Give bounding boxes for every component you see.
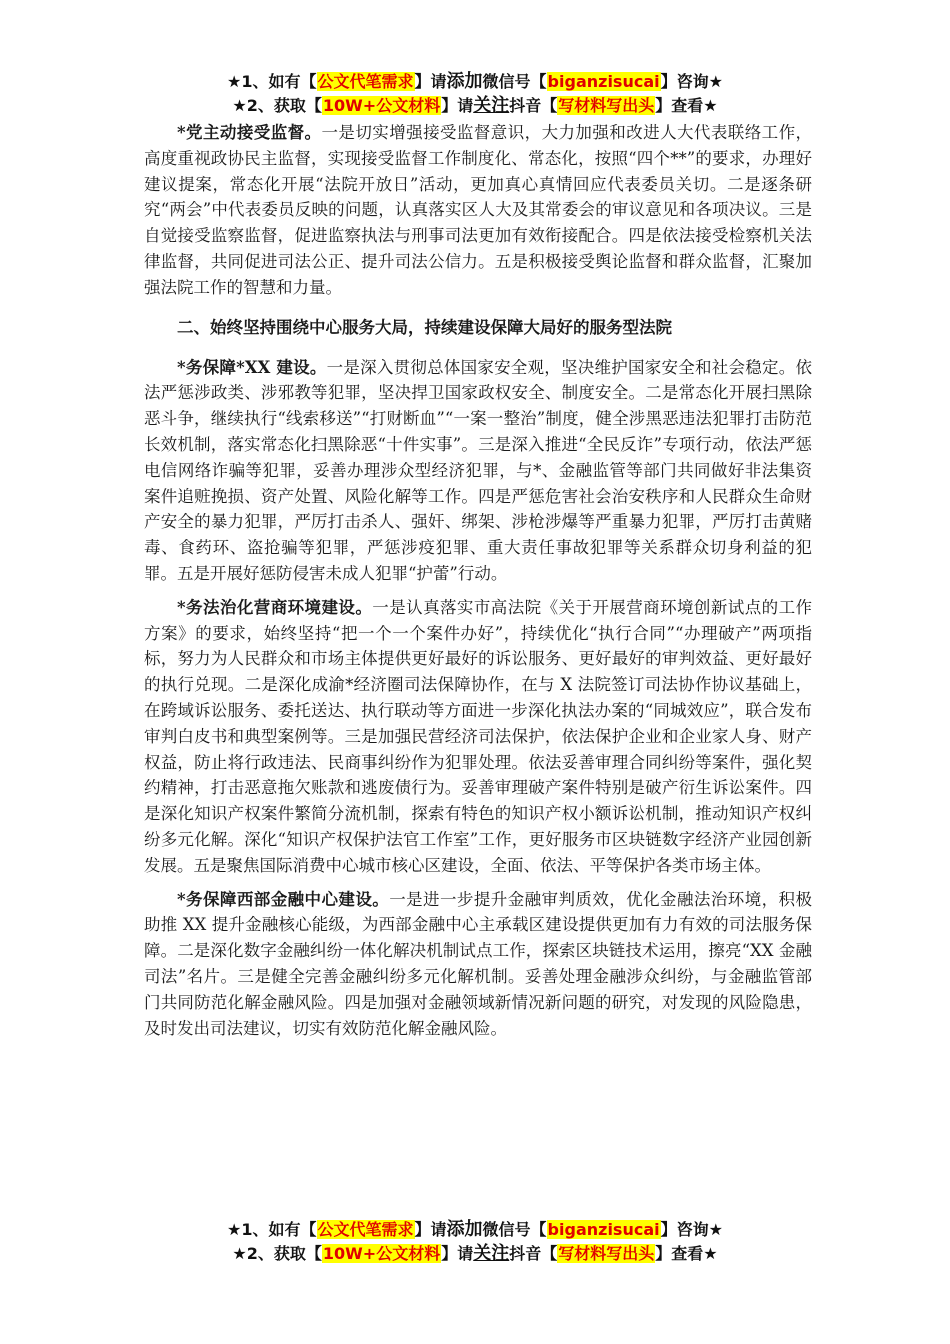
banner-text: ★1、如有【 bbox=[227, 72, 317, 91]
banner-text: 】请 bbox=[414, 1220, 447, 1239]
banner-text: 】咨询★ bbox=[660, 1220, 723, 1239]
banner-emphasis: 添加 bbox=[446, 1219, 483, 1240]
banner-wechat-id: biganzisucai bbox=[547, 1220, 660, 1239]
banner-text: ★2、获取【 bbox=[232, 96, 322, 115]
banner-text: ★1、如有【 bbox=[227, 1220, 317, 1239]
banner-text: 抖音【 bbox=[509, 96, 558, 115]
banner-text: 抖音【 bbox=[509, 1244, 558, 1263]
banner-highlight: 公文代笔需求 bbox=[317, 72, 414, 91]
paragraph-lead: *务法治化营商环境建设。 bbox=[177, 597, 373, 617]
banner-text: 微信号【 bbox=[482, 1220, 547, 1239]
banner-text: 】查看★ bbox=[655, 96, 718, 115]
banner-text: 】请 bbox=[441, 1244, 474, 1263]
top-banner bbox=[0, 70, 950, 118]
banner-line-1 bbox=[0, 70, 950, 94]
banner-highlight: 公文代笔需求 bbox=[317, 1220, 414, 1239]
paragraph-lead: *务保障*XX 建设。 bbox=[177, 357, 327, 377]
paragraph bbox=[144, 355, 812, 587]
paragraph-text: 一是深入贯彻总体国家安全观，坚决维护国家安全和社会稳定。依法严惩涉政类、涉邪教等犯罪，坚决捍卫国家政权安全、制度安全。二是常态化开展扫黑除恶斗争，继续执行“线索移送”“打财断血”“一案一整治”制度，健全涉黑恶违法犯罪打击防范长效机制，落实常态化扫黑除恶“十件实事”。三是深入推进“全民反诈”专项行动，依法严惩电信网络诈骗等犯罪，妥善办理涉众型经济犯罪，与*、金融监管等部门共同做好非法集资案件追赃挽损、资产处置、风险化解等工作。四是严惩危害社会治安秩序和人民群众生命财产安全的暴力犯罪，严厉打击杀人、强奸、绑架、涉枪涉爆等严重暴力犯罪，严厉打击黄赌毒、食药环、盗抢骗等犯罪，严惩涉疫犯罪、重大责任事故犯罪等关系群众切身利益的犯罪。五是开展好惩防侵害未成人犯罪“护蕾”行动。 bbox=[144, 357, 813, 583]
banner-text: 】请 bbox=[414, 72, 447, 91]
paragraph-lead: *党主动接受监督。 bbox=[177, 123, 322, 142]
document-body bbox=[144, 120, 812, 1041]
banner-emphasis: 添加 bbox=[446, 71, 483, 92]
banner-line-1 bbox=[0, 1218, 950, 1242]
banner-emphasis: 关注 bbox=[473, 1243, 510, 1264]
banner-douyin-id: 写材料写出头 bbox=[558, 96, 655, 115]
paragraph-lead: *务保障西部金融中心建设。 bbox=[177, 889, 390, 909]
paragraph-text: 一是认真落实市高法院《关于开展营商环境创新试点的工作方案》的要求，始终坚持“把一个一个案件办好”，持续优化“执行合同”“办理破产”两项指标，努力为人民群众和市场主体提供更好最好的诉讼服务、更好最好的审判效益、更好最好的执行兑现。二是深化成渝*经济圈司法保障协作，在与 X 法院签订司法协作协议基础上，在跨域诉讼服务、委托送达、执行联动等方面进一步深化执法办案的“同城效应”，联合发布审判白皮书和典型案例等。三是加强民营经济司法保护，依法保护企业和企业家人身、财产权益，防止将行政违法、民商事纠纷作为犯罪处理。依法妥善审理合同纠纷等案件，强化契约精神，打击恶意拖欠账款和逃废债行为。妥善审理破产案件特别是破产衍生诉讼案件。四是深化知识产权案件繁简分流机制，探索有特色的知识产权小额诉讼机制，推动知识产权纠纷多元化解。深化“知识产权保护法官工作室”工作，更好服务市区块链数字经济产业园创新发展。五是聚焦国际消费中心城市核心区建设，全面、依法、平等保护各类市场主体。 bbox=[144, 597, 812, 875]
banner-highlight: 10W+公文材料 bbox=[322, 96, 441, 115]
banner-text: 】请 bbox=[441, 96, 474, 115]
banner-text: 】咨询★ bbox=[660, 72, 723, 91]
banner-wechat-id: biganzisucai bbox=[547, 72, 660, 91]
banner-text: ★2、获取【 bbox=[232, 1244, 322, 1263]
banner-text: 微信号【 bbox=[482, 72, 547, 91]
banner-douyin-id: 写材料写出头 bbox=[558, 1244, 655, 1263]
banner-emphasis: 关注 bbox=[473, 95, 510, 116]
banner-highlight: 10W+公文材料 bbox=[322, 1244, 441, 1263]
banner-line-2 bbox=[0, 94, 950, 118]
section-heading: 二、始终坚持围绕中心服务大局，持续建设保障大局好的服务型法院 bbox=[177, 317, 672, 337]
banner-line-2 bbox=[0, 1242, 950, 1266]
banner-text: 】查看★ bbox=[655, 1244, 718, 1263]
paragraph-text: 一是进一步提升金融审判质效，优化金融法治环境，积极助推 XX 提升金融核心能级，为西部金融中心主承载区建设提供更加有力有效的司法服务保障。二是深化数字金融纠纷一体化解决机制试点工作，探索区块链技术运用，擦亮“XX 金融司法”名片。三是健全完善金融纠纷多元化解机制。妥善处理金融涉众纠纷，与金融监管部门共同防范化解金融风险。四是加强对金融领域新情况新问题的研究，对发现的风险隐患，及时发出司法建议，切实有效防范化解金融风险。 bbox=[144, 889, 812, 1038]
paragraph bbox=[144, 887, 812, 1042]
bottom-banner bbox=[0, 1218, 950, 1266]
paragraph bbox=[144, 595, 812, 879]
paragraph bbox=[144, 120, 812, 301]
paragraph-text: 一是切实增强接受监督意识，大力加强和改进人大代表联络工作，高度重视政协民主监督，实现接受监督工作制度化、常态化，按照“四个**”的要求，办理好建议提案，常态化开展“法院开放日”活动，更加真心真情回应代表委员关切。二是逐条研究“两会”中代表委员反映的问题，认真落实区人大及其常委会的审议意见和各项决议。三是自觉接受监察监督，促进监察执法与刑事司法更加有效衔接配合。四是依法接受检察机关法律监督，共同促进司法公正、提升司法公信力。五是积极接受舆论监督和群众监督，汇聚加强法院工作的智慧和力量。 bbox=[144, 123, 813, 297]
